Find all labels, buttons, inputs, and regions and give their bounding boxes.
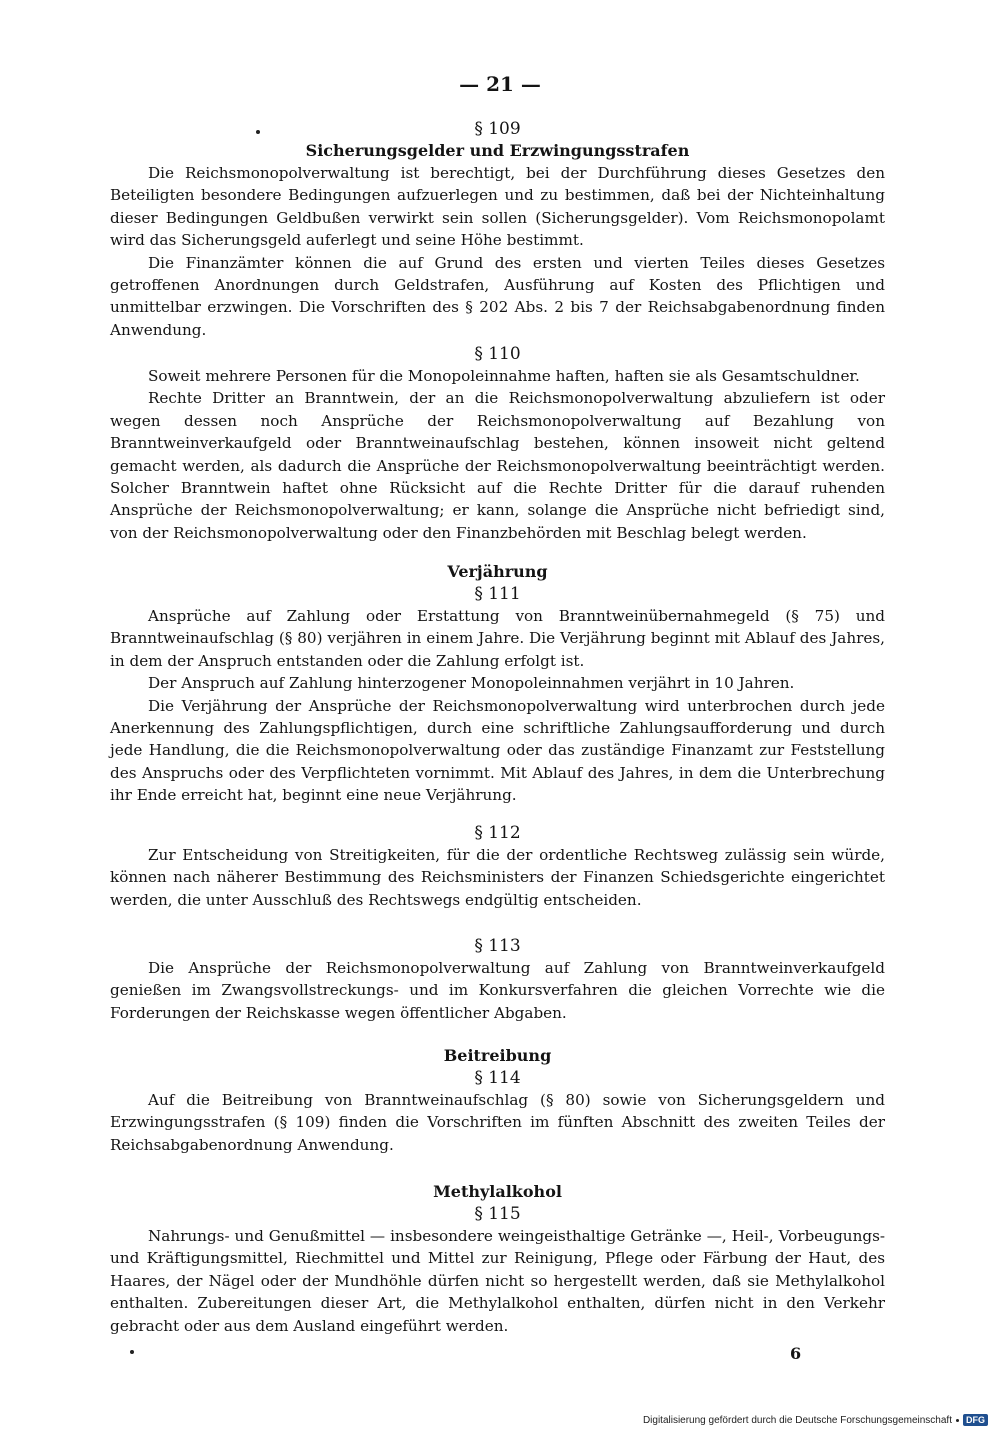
section-number: § 110 — [474, 344, 521, 364]
section-number: § 115 — [474, 1204, 521, 1224]
paragraph: Soweit mehrere Personen für die Monopoleinnahme haften, haften sie als Gesamtschuldner. — [148, 367, 860, 385]
credit-text: Digitalisierung gefördert durch die Deutsche Forschungsgemeinschaft — [642, 1414, 952, 1426]
paragraph: Auf die Beitreibung von Branntweinaufschlag (§ 80) sowie von Sicherungsgeldern und Erzwingungsstrafen (§ 109) finden die Vorschriften im fünften Abschnitt des zweiten Teiles der Reichsabgabenordnung Anwendung. — [110, 1091, 885, 1154]
section-113 — [110, 935, 885, 1024]
section-number: § 113 — [474, 936, 521, 956]
section-number: § 111 — [474, 584, 521, 604]
section-114 — [110, 1045, 885, 1156]
paragraph: Ansprüche auf Zahlung oder Erstattung von Branntweinübernahmegeld (§ 75) und Branntweinaufschlag (§ 80) verjähren in einem Jahre. Die Verjährung beginnt mit Ablauf des Jahres, in dem der Anspruch entstanden oder die Zahlung erfolgt ist. — [110, 607, 885, 670]
section-112 — [110, 822, 885, 911]
section-110 — [110, 343, 885, 544]
dfg-logo: DFG — [963, 1414, 988, 1426]
section-heading: Verjährung — [447, 562, 548, 581]
paragraph: Die Reichsmonopolverwaltung ist berechtigt, bei der Durchführung dieses Gesetzes den Beteiligten besondere Bedingungen aufzuerlegen und zu bestimmen, daß bei der Nichteinhaltung dieser Bedingungen Geldbußen verwirkt sein sollen (Sicherungsgelder). Vom Reichsmonopolamt wird das Sicherungsgeld auferlegt und seine Höhe bestimmt. — [110, 164, 885, 250]
paragraph: Rechte Dritter an Branntwein, der an die Reichsmonopolverwaltung abzuliefern ist oder wegen dessen noch Ansprüche der Reichsmonopolverwaltung auf Bezahlung von Branntweinverkaufgeld oder Branntweinaufschlag bestehen, können insoweit nicht geltend gemacht werden, als dadurch die Ansprüche der Reichsmonopolverwaltung beeinträchtigt werden. Solcher Branntwein haftet ohne Rücksicht auf die Rechte Dritter für die darauf ruhenden Ansprüche der Reichsmonopolverwaltung; er kann, solange die Ansprüche nicht befriedigt sind, von der Reichsmonopolverwaltung oder den Finanzbehörden mit Beschlag belegt werden. — [110, 389, 885, 542]
paragraph: Die Ansprüche der Reichsmonopolverwaltung auf Zahlung von Branntweinverkaufgeld genießen im Zwangsvollstreckungs- und im Konkursverfahren die gleichen Vorrechte wie die Forderungen der Reichskasse wegen öffentlicher Abgaben. — [110, 959, 885, 1022]
scan-speck — [130, 1350, 134, 1354]
section-111 — [110, 561, 885, 807]
section-heading: Methylalkohol — [433, 1182, 562, 1201]
section-heading: Beitreibung — [443, 1046, 552, 1065]
paragraph: Die Verjährung der Ansprüche der Reichsmonopolverwaltung wird unterbrochen durch jede Anerkennung des Zahlungspflichtigen, durch eine schriftliche Zahlungsaufforderung und durch jede Handlung, die die Reichsmonopolverwaltung oder das zuständige Finanzamt zur Feststellung des Anspruchs oder des Verpflichteten vornimmt. Mit Ablauf des Jahres, in dem die Unterbrechung ihr Ende erreicht hat, beginnt eine neue Verjährung. — [110, 696, 885, 805]
section-109 — [110, 118, 885, 341]
signature-mark: 6 — [790, 1344, 802, 1363]
paragraph: Nahrungs- und Genußmittel — insbesondere weingeisthaltige Getränke —, Heil-, Vorbeugungs- und Kräftigungsmittel, Riechmittel und Mittel zur Reinigung, Pflege oder Färbung der Haut, des Haares, der Nägel oder der Mundhöhle dürfen nicht so hergestellt werden, daß sie Methylalkohol enthalten. Zubereitungen dieser Art, die Methylalkohol enthalten, dürfen nicht in den Verkehr gebracht oder aus dem Ausland eingeführt werden. — [110, 1227, 885, 1335]
paragraph: Zur Entscheidung von Streitigkeiten, für die der ordentliche Rechtsweg zulässig sein würde, können nach näherer Bestimmung des Reichsministers der Finanzen Schiedsgerichte eingerichtet werden, die unter Ausschluß des Rechtswegs endgültig entscheiden. — [110, 846, 885, 909]
section-number: § 109 — [474, 119, 521, 139]
section-number: § 112 — [474, 823, 521, 843]
section-heading: Sicherungsgelder und Erzwingungsstrafen — [305, 141, 690, 160]
section-number: § 114 — [474, 1068, 521, 1088]
dfg-logo-icon — [956, 1419, 959, 1422]
paragraph: Der Anspruch auf Zahlung hinterzogener Monopoleinnahmen verjährt in 10 Jahren. — [148, 674, 795, 693]
page-number-header: — 21 — — [459, 72, 541, 96]
digitization-credit — [643, 1414, 988, 1426]
paragraph: Die Finanzämter können die auf Grund des ersten und vierten Teiles dieses Gesetzes getroffenen Anordnungen durch Geldstrafen, Ausführung auf Kosten des Pflichtigen und unmittelbar erzwingen. Die Vorschriften des § 202 Abs. 2 bis 7 der Reichsabgabenordnung finden Anwendung. — [110, 253, 885, 339]
section-115 — [110, 1181, 885, 1337]
